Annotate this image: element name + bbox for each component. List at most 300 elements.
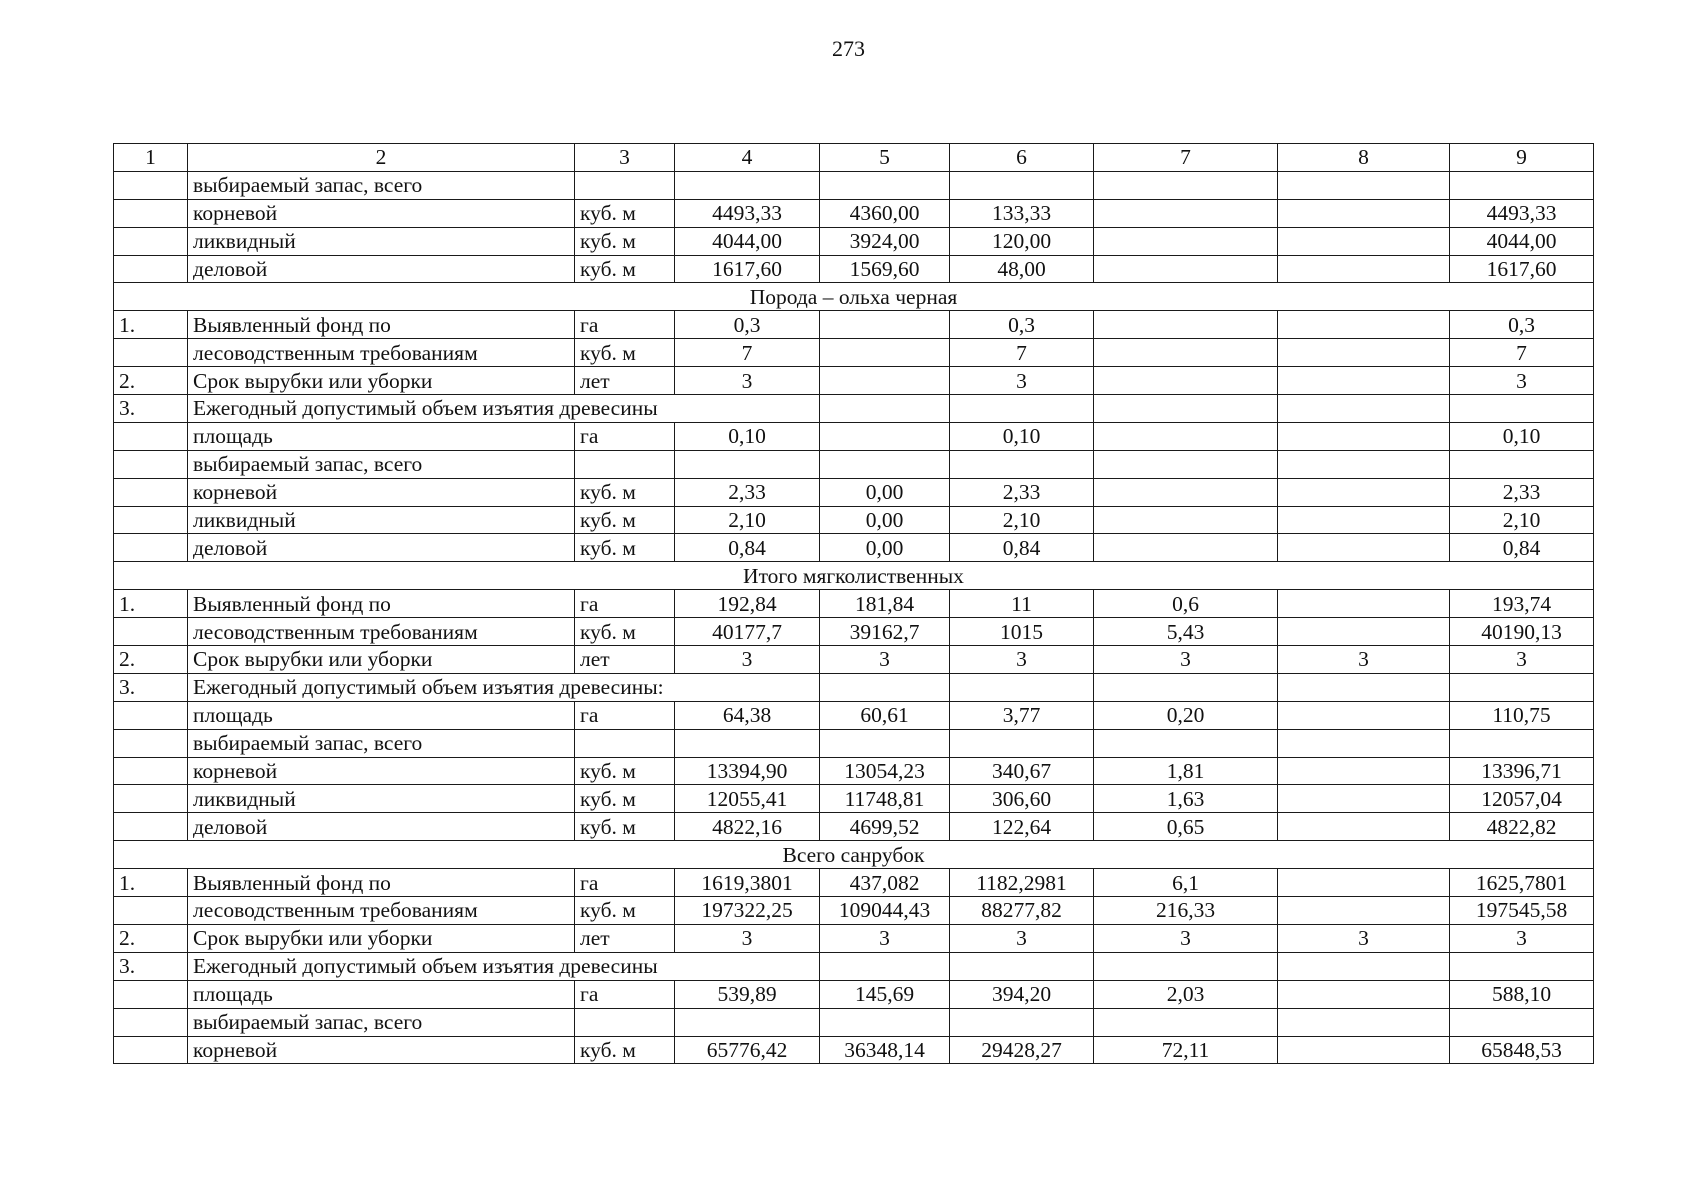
value-cell <box>1278 367 1450 395</box>
value-cell: 39162,7 <box>820 618 950 646</box>
value-cell: 193,74 <box>1450 590 1594 618</box>
empty-cell <box>1278 673 1450 701</box>
section-header-row <box>114 283 1594 311</box>
value-cell <box>675 450 820 478</box>
page-number: 273 <box>832 36 865 61</box>
indicator-cell: выбираемый запас, всего <box>188 729 575 757</box>
value-cell <box>1278 506 1450 534</box>
empty-cell <box>1450 395 1594 423</box>
table-row <box>114 367 1594 395</box>
table-row <box>114 534 1594 562</box>
row-number-cell <box>114 255 188 283</box>
empty-cell <box>950 952 1094 980</box>
empty-cell <box>1278 952 1450 980</box>
value-cell: 4493,33 <box>1450 199 1594 227</box>
table-row <box>114 646 1594 674</box>
table-row <box>114 729 1594 757</box>
value-cell: 12057,04 <box>1450 785 1594 813</box>
value-cell <box>1278 701 1450 729</box>
indicator-cell: Срок вырубки или уборки <box>188 367 575 395</box>
section-title: Всего санрубок <box>114 841 1594 869</box>
value-cell <box>1094 199 1278 227</box>
annual-volume-heading: Ежегодный допустимый объем изъятия древесины <box>188 395 820 423</box>
table-row <box>114 171 1594 199</box>
value-cell: 0,10 <box>950 422 1094 450</box>
value-cell <box>1450 1008 1594 1036</box>
unit-cell: лет <box>575 646 675 674</box>
indicator-cell: площадь <box>188 980 575 1008</box>
row-number-cell <box>114 897 188 925</box>
value-cell: 3924,00 <box>820 227 950 255</box>
indicator-cell: корневой <box>188 478 575 506</box>
value-cell <box>1450 450 1594 478</box>
unit-cell: куб. м <box>575 255 675 283</box>
value-cell: 0,65 <box>1094 813 1278 841</box>
table-row <box>114 339 1594 367</box>
annual-volume-heading: Ежегодный допустимый объем изъятия древесины: <box>188 673 820 701</box>
forest-data-table <box>113 143 1594 1064</box>
column-number-cell: 6 <box>950 144 1094 172</box>
value-cell: 2,03 <box>1094 980 1278 1008</box>
value-cell <box>1278 897 1450 925</box>
unit-cell <box>575 171 675 199</box>
unit-cell <box>575 450 675 478</box>
value-cell: 3 <box>950 367 1094 395</box>
value-cell: 2,33 <box>950 478 1094 506</box>
unit-cell: куб. м <box>575 618 675 646</box>
value-cell <box>820 450 950 478</box>
value-cell: 29428,27 <box>950 1036 1094 1064</box>
empty-cell <box>820 395 950 423</box>
indicator-cell: корневой <box>188 199 575 227</box>
column-number-cell: 2 <box>188 144 575 172</box>
column-number-cell: 4 <box>675 144 820 172</box>
value-cell <box>1094 450 1278 478</box>
indicator-cell: лесоводственным требованиям <box>188 897 575 925</box>
row-number-cell: 2. <box>114 367 188 395</box>
value-cell: 4360,00 <box>820 199 950 227</box>
value-cell: 4822,82 <box>1450 813 1594 841</box>
value-cell: 3 <box>820 646 950 674</box>
empty-cell <box>1094 952 1278 980</box>
value-cell <box>1278 757 1450 785</box>
table-row <box>114 227 1594 255</box>
table-row <box>114 673 1594 701</box>
table-row <box>114 450 1594 478</box>
value-cell <box>820 422 950 450</box>
value-cell: 4699,52 <box>820 813 950 841</box>
row-number-cell <box>114 757 188 785</box>
value-cell: 3 <box>1278 646 1450 674</box>
unit-cell: куб. м <box>575 227 675 255</box>
section-title: Порода – ольха черная <box>114 283 1594 311</box>
row-number-cell: 2. <box>114 924 188 952</box>
value-cell <box>675 171 820 199</box>
value-cell: 145,69 <box>820 980 950 1008</box>
value-cell <box>1278 311 1450 339</box>
table-row <box>114 952 1594 980</box>
indicator-cell: Выявленный фонд по <box>188 869 575 897</box>
value-cell: 133,33 <box>950 199 1094 227</box>
unit-cell: га <box>575 701 675 729</box>
value-cell <box>1094 227 1278 255</box>
section-header-row <box>114 562 1594 590</box>
value-cell: 109044,43 <box>820 897 950 925</box>
indicator-cell: ликвидный <box>188 227 575 255</box>
unit-cell: га <box>575 980 675 1008</box>
value-cell <box>1278 339 1450 367</box>
table-row <box>114 980 1594 1008</box>
value-cell <box>1094 506 1278 534</box>
indicator-cell: площадь <box>188 701 575 729</box>
value-cell: 11748,81 <box>820 785 950 813</box>
empty-cell <box>1450 673 1594 701</box>
row-number-cell <box>114 506 188 534</box>
value-cell <box>675 1008 820 1036</box>
table-row <box>114 924 1594 952</box>
value-cell: 36348,14 <box>820 1036 950 1064</box>
indicator-cell: корневой <box>188 1036 575 1064</box>
value-cell <box>1094 478 1278 506</box>
value-cell: 3 <box>1094 646 1278 674</box>
value-cell: 3 <box>820 924 950 952</box>
table-row <box>114 618 1594 646</box>
value-cell <box>1278 422 1450 450</box>
unit-cell: га <box>575 422 675 450</box>
table-row <box>114 311 1594 339</box>
value-cell: 122,64 <box>950 813 1094 841</box>
value-cell: 2,10 <box>675 506 820 534</box>
value-cell: 1182,2981 <box>950 869 1094 897</box>
value-cell: 1617,60 <box>675 255 820 283</box>
column-number-cell: 8 <box>1278 144 1450 172</box>
value-cell: 12055,41 <box>675 785 820 813</box>
value-cell: 64,38 <box>675 701 820 729</box>
row-number-cell: 1. <box>114 590 188 618</box>
table-row <box>114 478 1594 506</box>
value-cell <box>1450 729 1594 757</box>
value-cell <box>1278 813 1450 841</box>
value-cell: 1,81 <box>1094 757 1278 785</box>
indicator-cell: лесоводственным требованиям <box>188 618 575 646</box>
indicator-cell: выбираемый запас, всего <box>188 171 575 199</box>
value-cell <box>1094 534 1278 562</box>
value-cell: 0,84 <box>1450 534 1594 562</box>
value-cell: 394,20 <box>950 980 1094 1008</box>
row-number-cell: 1. <box>114 311 188 339</box>
row-number-cell: 3. <box>114 673 188 701</box>
table-row <box>114 1008 1594 1036</box>
section-header-row <box>114 841 1594 869</box>
indicator-cell: деловой <box>188 813 575 841</box>
indicator-cell: Срок вырубки или уборки <box>188 924 575 952</box>
value-cell: 40177,7 <box>675 618 820 646</box>
empty-cell <box>820 952 950 980</box>
value-cell: 40190,13 <box>1450 618 1594 646</box>
value-cell: 110,75 <box>1450 701 1594 729</box>
unit-cell: куб. м <box>575 1036 675 1064</box>
row-number-cell: 1. <box>114 869 188 897</box>
value-cell: 0,20 <box>1094 701 1278 729</box>
value-cell <box>1278 227 1450 255</box>
value-cell <box>1278 171 1450 199</box>
value-cell <box>820 171 950 199</box>
unit-cell: куб. м <box>575 534 675 562</box>
value-cell: 3 <box>950 646 1094 674</box>
value-cell <box>820 367 950 395</box>
value-cell: 3 <box>1450 367 1594 395</box>
value-cell <box>1278 980 1450 1008</box>
value-cell: 181,84 <box>820 590 950 618</box>
value-cell <box>1278 255 1450 283</box>
row-number-cell <box>114 227 188 255</box>
value-cell: 2,33 <box>675 478 820 506</box>
value-cell: 216,33 <box>1094 897 1278 925</box>
value-cell <box>1278 478 1450 506</box>
value-cell: 0,00 <box>820 478 950 506</box>
value-cell: 3 <box>950 924 1094 952</box>
row-number-cell: 2. <box>114 646 188 674</box>
row-number-cell <box>114 422 188 450</box>
unit-cell: куб. м <box>575 199 675 227</box>
value-cell <box>950 450 1094 478</box>
table-row <box>114 255 1594 283</box>
indicator-cell: Выявленный фонд по <box>188 590 575 618</box>
value-cell <box>950 729 1094 757</box>
row-number-cell <box>114 785 188 813</box>
value-cell <box>1094 422 1278 450</box>
table-row <box>114 869 1594 897</box>
table-row <box>114 395 1594 423</box>
table-row <box>114 813 1594 841</box>
value-cell <box>1278 869 1450 897</box>
table-row <box>114 785 1594 813</box>
indicator-cell: площадь <box>188 422 575 450</box>
row-number-cell <box>114 199 188 227</box>
column-number-cell: 1 <box>114 144 188 172</box>
value-cell: 6,1 <box>1094 869 1278 897</box>
value-cell: 1569,60 <box>820 255 950 283</box>
table-row <box>114 757 1594 785</box>
value-cell: 306,60 <box>950 785 1094 813</box>
annual-volume-heading: Ежегодный допустимый объем изъятия древесины <box>188 952 820 980</box>
unit-cell: куб. м <box>575 478 675 506</box>
table-row <box>114 199 1594 227</box>
value-cell: 11 <box>950 590 1094 618</box>
value-cell: 197322,25 <box>675 897 820 925</box>
value-cell: 1015 <box>950 618 1094 646</box>
value-cell <box>950 171 1094 199</box>
value-cell <box>1450 171 1594 199</box>
unit-cell: лет <box>575 924 675 952</box>
row-number-cell <box>114 729 188 757</box>
value-cell: 3 <box>675 646 820 674</box>
indicator-cell: Выявленный фонд по <box>188 311 575 339</box>
unit-cell: куб. м <box>575 506 675 534</box>
value-cell: 13394,90 <box>675 757 820 785</box>
row-number-cell <box>114 1036 188 1064</box>
row-number-cell: 3. <box>114 952 188 980</box>
unit-cell <box>575 729 675 757</box>
row-number-cell <box>114 171 188 199</box>
section-title: Итого мягколиственных <box>114 562 1594 590</box>
column-number-cell: 5 <box>820 144 950 172</box>
value-cell: 0,10 <box>675 422 820 450</box>
value-cell <box>1278 1008 1450 1036</box>
row-number-cell <box>114 1008 188 1036</box>
table-row <box>114 422 1594 450</box>
column-number-cell: 9 <box>1450 144 1594 172</box>
value-cell <box>1094 171 1278 199</box>
value-cell: 3 <box>1278 924 1450 952</box>
unit-cell: лет <box>575 367 675 395</box>
row-number-cell <box>114 534 188 562</box>
indicator-cell: деловой <box>188 255 575 283</box>
value-cell <box>1278 729 1450 757</box>
row-number-cell <box>114 478 188 506</box>
value-cell <box>820 311 950 339</box>
value-cell: 0,6 <box>1094 590 1278 618</box>
empty-cell <box>1094 395 1278 423</box>
value-cell: 0,84 <box>950 534 1094 562</box>
value-cell <box>1278 785 1450 813</box>
value-cell: 539,89 <box>675 980 820 1008</box>
value-cell: 4493,33 <box>675 199 820 227</box>
value-cell: 0,3 <box>675 311 820 339</box>
indicator-cell: корневой <box>188 757 575 785</box>
value-cell: 1625,7801 <box>1450 869 1594 897</box>
table-row <box>114 590 1594 618</box>
empty-cell <box>950 673 1094 701</box>
value-cell <box>1094 367 1278 395</box>
value-cell <box>1094 1008 1278 1036</box>
column-number-cell: 3 <box>575 144 675 172</box>
row-number-cell <box>114 701 188 729</box>
table-row <box>114 701 1594 729</box>
value-cell <box>1278 450 1450 478</box>
row-number-cell <box>114 813 188 841</box>
unit-cell <box>575 1008 675 1036</box>
value-cell: 2,33 <box>1450 478 1594 506</box>
value-cell: 3 <box>1450 646 1594 674</box>
value-cell: 3 <box>675 924 820 952</box>
value-cell <box>1094 311 1278 339</box>
value-cell: 2,10 <box>1450 506 1594 534</box>
value-cell: 340,67 <box>950 757 1094 785</box>
value-cell: 7 <box>1450 339 1594 367</box>
unit-cell: куб. м <box>575 785 675 813</box>
unit-cell: куб. м <box>575 757 675 785</box>
value-cell: 120,00 <box>950 227 1094 255</box>
empty-cell <box>1450 952 1594 980</box>
value-cell: 0,10 <box>1450 422 1594 450</box>
table-row <box>114 506 1594 534</box>
value-cell: 3,77 <box>950 701 1094 729</box>
value-cell <box>1094 339 1278 367</box>
value-cell <box>950 1008 1094 1036</box>
row-number-cell <box>114 980 188 1008</box>
value-cell: 437,082 <box>820 869 950 897</box>
value-cell: 1,63 <box>1094 785 1278 813</box>
table-row <box>114 1036 1594 1064</box>
value-cell: 1617,60 <box>1450 255 1594 283</box>
value-cell: 1619,3801 <box>675 869 820 897</box>
value-cell: 0,00 <box>820 534 950 562</box>
unit-cell: куб. м <box>575 813 675 841</box>
indicator-cell: Срок вырубки или уборки <box>188 646 575 674</box>
value-cell: 72,11 <box>1094 1036 1278 1064</box>
unit-cell: куб. м <box>575 339 675 367</box>
unit-cell: га <box>575 590 675 618</box>
row-number-cell <box>114 618 188 646</box>
row-number-cell <box>114 450 188 478</box>
empty-cell <box>950 395 1094 423</box>
empty-cell <box>820 673 950 701</box>
value-cell: 2,10 <box>950 506 1094 534</box>
value-cell: 48,00 <box>950 255 1094 283</box>
empty-cell <box>1278 395 1450 423</box>
column-number-cell: 7 <box>1094 144 1278 172</box>
value-cell: 0,3 <box>1450 311 1594 339</box>
indicator-cell: ликвидный <box>188 785 575 813</box>
value-cell: 0,00 <box>820 506 950 534</box>
indicator-cell: ликвидный <box>188 506 575 534</box>
indicator-cell: деловой <box>188 534 575 562</box>
value-cell: 5,43 <box>1094 618 1278 646</box>
value-cell: 0,84 <box>675 534 820 562</box>
row-number-cell: 3. <box>114 395 188 423</box>
value-cell: 3 <box>1094 924 1278 952</box>
value-cell: 4822,16 <box>675 813 820 841</box>
header-row <box>114 144 1594 172</box>
value-cell: 60,61 <box>820 701 950 729</box>
unit-cell: куб. м <box>575 897 675 925</box>
indicator-cell: выбираемый запас, всего <box>188 1008 575 1036</box>
value-cell: 65848,53 <box>1450 1036 1594 1064</box>
unit-cell: га <box>575 311 675 339</box>
value-cell <box>820 1008 950 1036</box>
value-cell: 88277,82 <box>950 897 1094 925</box>
value-cell: 0,3 <box>950 311 1094 339</box>
table-body <box>114 144 1594 1064</box>
value-cell <box>1278 618 1450 646</box>
value-cell <box>675 729 820 757</box>
indicator-cell: лесоводственным требованиям <box>188 339 575 367</box>
indicator-cell: выбираемый запас, всего <box>188 450 575 478</box>
row-number-cell <box>114 339 188 367</box>
value-cell: 3 <box>675 367 820 395</box>
value-cell <box>1278 1036 1450 1064</box>
unit-cell: га <box>575 869 675 897</box>
value-cell <box>820 729 950 757</box>
table-row <box>114 897 1594 925</box>
empty-cell <box>1094 673 1278 701</box>
value-cell: 7 <box>675 339 820 367</box>
value-cell <box>1094 729 1278 757</box>
value-cell: 65776,42 <box>675 1036 820 1064</box>
value-cell: 3 <box>1450 924 1594 952</box>
value-cell: 7 <box>950 339 1094 367</box>
value-cell: 197545,58 <box>1450 897 1594 925</box>
value-cell: 588,10 <box>1450 980 1594 1008</box>
value-cell: 4044,00 <box>1450 227 1594 255</box>
value-cell <box>1278 590 1450 618</box>
value-cell: 13396,71 <box>1450 757 1594 785</box>
value-cell <box>1278 199 1450 227</box>
value-cell: 4044,00 <box>675 227 820 255</box>
value-cell <box>1278 534 1450 562</box>
value-cell: 13054,23 <box>820 757 950 785</box>
